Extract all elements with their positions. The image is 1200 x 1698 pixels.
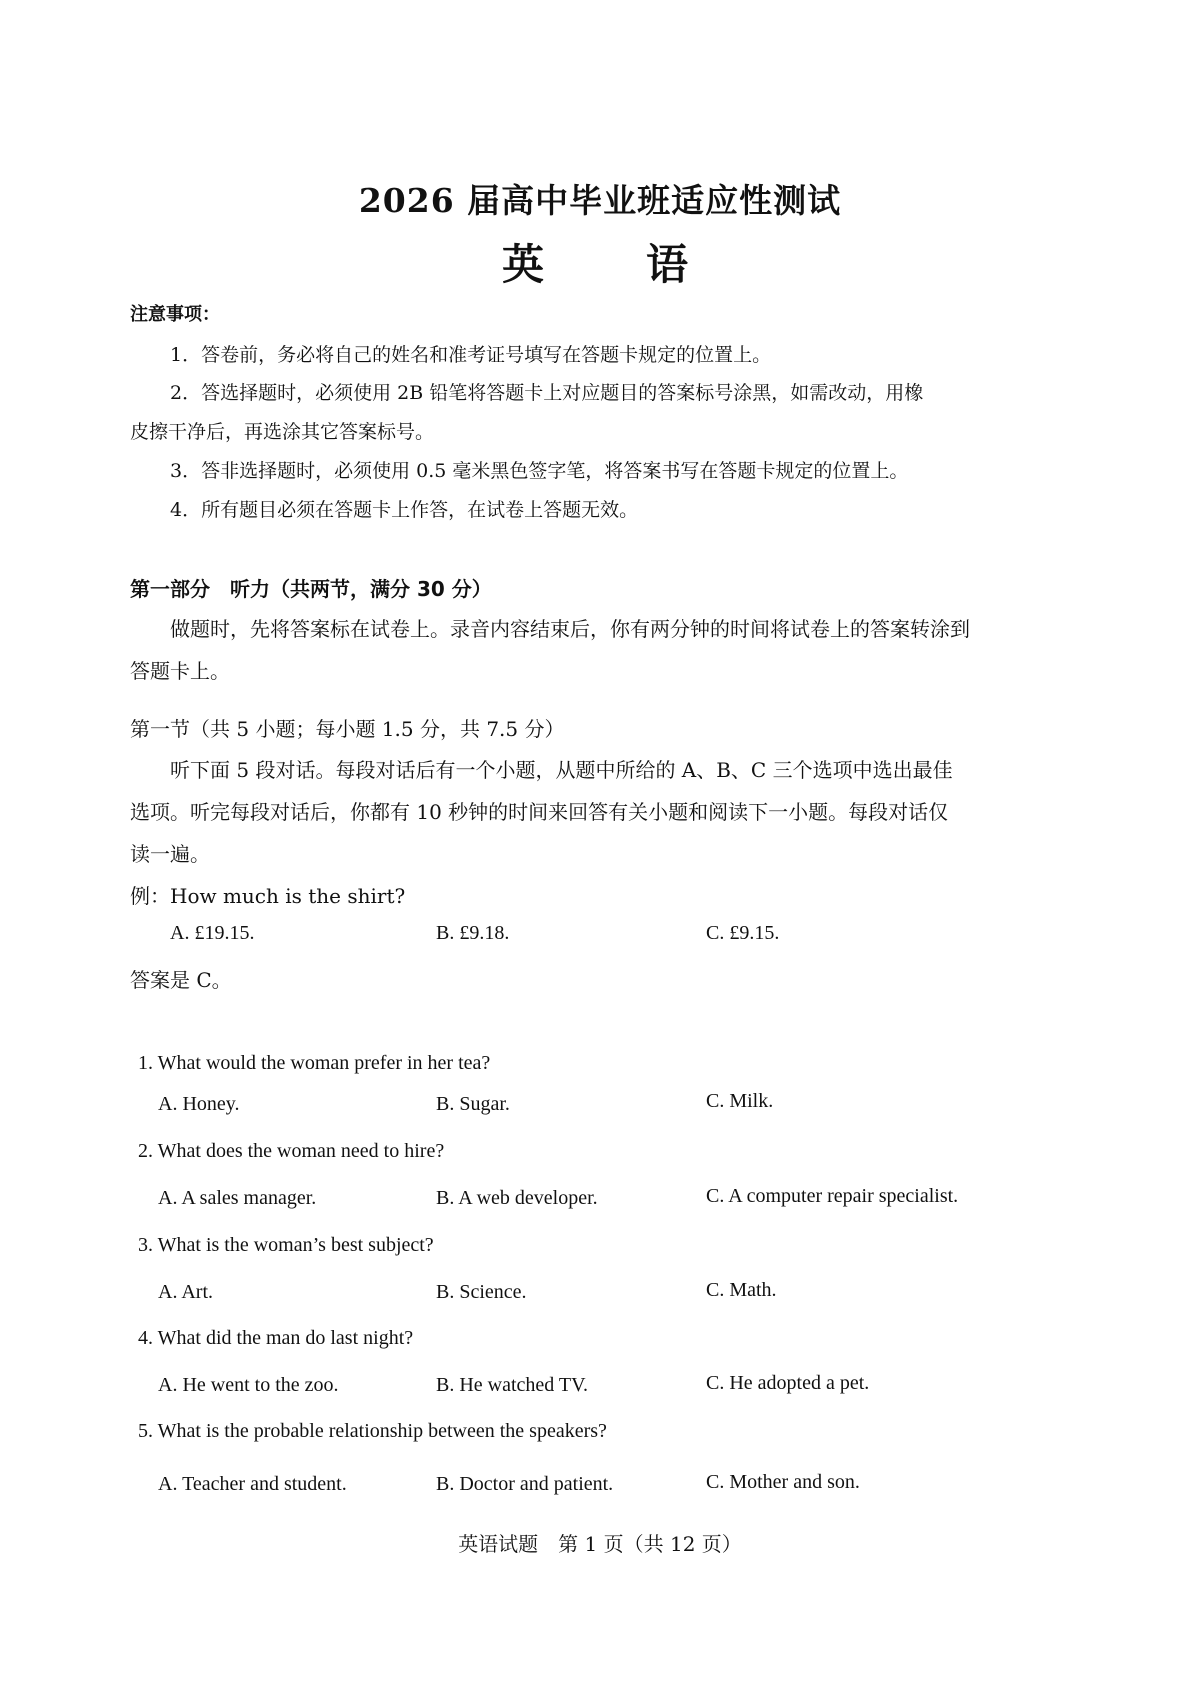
question-1: 1. What would the woman prefer in her tea? — [138, 1052, 491, 1074]
section1-instructions: 听下面 5 段对话。每段对话后有一个小题，从题中所给的 A、B、C 三个选项中选出最佳 — [170, 758, 953, 782]
question-2: 2. What does the woman need to hire? — [138, 1140, 445, 1162]
question-4-option-c: C. He adopted a pet. — [706, 1372, 870, 1394]
question-2-option-b: B. A web developer. — [436, 1187, 598, 1209]
question-4: 4. What did the man do last night? — [138, 1327, 414, 1349]
section1-instructions-line2: 选项。听完每段对话后，你都有 10 秒钟的时间来回答有关小题和阅读下一小题。每段对话仅 — [130, 800, 949, 824]
subject-title: 英 语 — [501, 240, 718, 289]
question-4-option-a: A. He went to the zoo. — [158, 1374, 339, 1396]
question-3-option-c: C. Math. — [706, 1279, 777, 1301]
example-answer: 答案是 C。 — [130, 968, 232, 992]
notes-heading: 注意事项： — [130, 304, 220, 325]
question-2-option-c: C. A computer repair specialist. — [706, 1185, 959, 1207]
section1-instructions-line3: 读一遍。 — [130, 842, 210, 866]
example-option-c: C. £9.15. — [706, 922, 780, 944]
note-item-continued: 皮擦干净后，再选涂其它答案标号。 — [130, 421, 435, 443]
note-item: 4．所有题目必须在答题卡上作答，在试卷上答题无效。 — [170, 499, 639, 521]
note-item: 2．答选择题时，必须使用 2B 铅笔将答题卡上对应题目的答案标号涂黑，如需改动，用橡 — [170, 382, 924, 404]
question-5: 5. What is the probable relationship between the speakers? — [138, 1420, 607, 1442]
section1-heading: 第一节（共 5 小题；每小题 1.5 分，共 7.5 分） — [130, 717, 565, 741]
part1-heading: 第一部分 听力（共两节，满分 30 分） — [130, 577, 492, 601]
question-1-option-b: B. Sugar. — [436, 1093, 510, 1115]
question-5-option-b: B. Doctor and patient. — [436, 1473, 614, 1495]
note-item: 1．答卷前，务必将自己的姓名和准考证号填写在答题卡规定的位置上。 — [170, 344, 772, 366]
question-3: 3. What is the woman’s best subject? — [138, 1234, 434, 1256]
part1-intro: 做题时，先将答案标在试卷上。录音内容结束后，你有两分钟的时间将试卷上的答案转涂到 — [170, 617, 970, 641]
question-4-option-b: B. He watched TV. — [436, 1374, 589, 1396]
question-5-option-c: C. Mother and son. — [706, 1471, 860, 1493]
example-option-b: B. £9.18. — [436, 922, 510, 944]
question-1-option-a: A. Honey. — [158, 1093, 240, 1115]
note-item: 3．答非选择题时，必须使用 0.5 毫米黑色签字笔，将答案书写在答题卡规定的位置上。 — [170, 460, 909, 482]
part1-intro-continued: 答题卡上。 — [130, 659, 230, 683]
question-1-option-c: C. Milk. — [706, 1090, 774, 1112]
question-3-option-a: A. Art. — [158, 1281, 213, 1303]
example-question: 例：How much is the shirt? — [130, 884, 406, 908]
question-3-option-b: B. Science. — [436, 1281, 527, 1303]
exam-title: 2026 届高中毕业班适应性测试 — [358, 181, 842, 220]
example-option-a: A. £19.15. — [170, 922, 255, 944]
page-footer: 英语试题 第 1 页（共 12 页） — [458, 1532, 742, 1556]
question-2-option-a: A. A sales manager. — [158, 1187, 317, 1209]
question-5-option-a: A. Teacher and student. — [158, 1473, 347, 1495]
